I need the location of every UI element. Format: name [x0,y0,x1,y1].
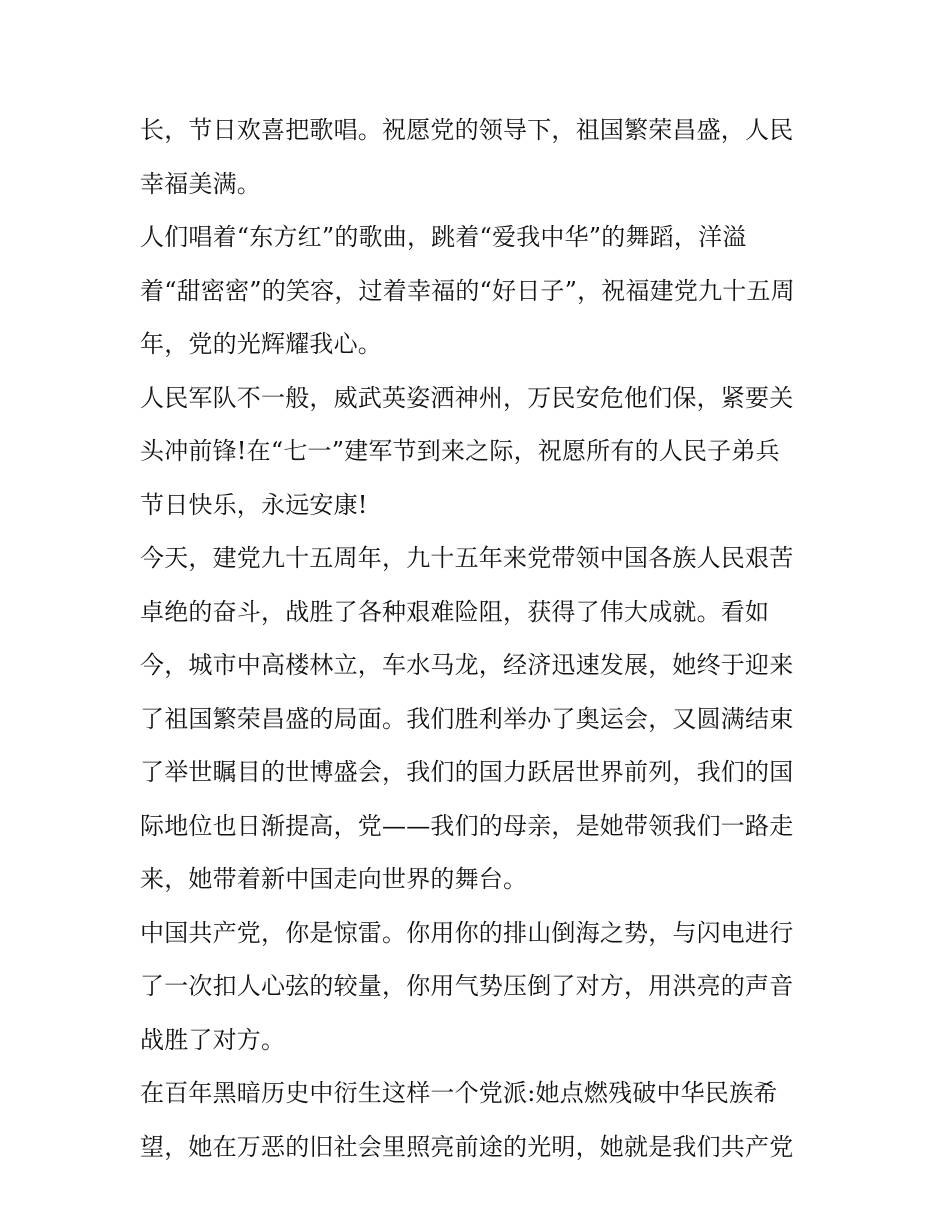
text-line: 了举世瞩目的世博盛会，我们的国力跃居世界前列，我们的国 [140,758,794,786]
text-line: 着“甜密密”的笑容，过着幸福的“好日子”，祝福建党九十五周 [140,276,795,305]
text-line: 长，节日欢喜把歌唱。祝愿党的领导下，祖国繁荣昌盛，人民 [140,116,794,144]
text-line: 幸福美满。 [140,169,261,198]
text-line: 望，她在万恶的旧社会里照亮前途的光明，她就是我们共产党 [140,1132,794,1161]
text-line: 中国共产党，你是惊雷。你用你的排山倒海之势，与闪电进行 [140,918,794,947]
text-line: 年，党的光辉耀我心。 [140,330,382,358]
text-line: 卓绝的奋斗，战胜了各种艰难险阻，获得了伟大成就。看如 [140,597,770,626]
text-line: 今，城市中高楼林立，车水马龙，经济迅速发展，她终于迎来 [140,651,794,679]
text-line: 来，她带着新中国走向世界的舞台。 [140,865,528,893]
text-line: 头冲前锋!在“七一”建军节到来之际，祝愿所有的人民子弟兵 [140,437,780,465]
text-line: 了一次扣人心弦的较量，你用气势压倒了对方，用洪亮的声音 [140,972,794,1000]
text-line: 节日快乐，永远安康! [140,490,368,519]
text-line: 人民军队不一般，威武英姿洒神州，万民安危他们保，紧要关 [140,383,794,412]
text-line: 战胜了对方。 [140,1025,286,1054]
text-line: 了祖国繁荣昌盛的局面。我们胜利举办了奥运会，又圆满结束 [140,704,794,733]
text-line: 人们唱着“东方红”的歌曲，跳着“爱我中华”的舞蹈，洋溢 [140,223,747,251]
text-line: 在百年黑暗历史中衍生这样一个党派:她点燃残破中华民族希 [140,1079,778,1107]
text-line: 今天，建党九十五周年，九十五年来党带领中国各族人民艰苦 [140,544,794,572]
text-line: 际地位也日渐提高，党——我们的母亲，是她带领我们一路走 [140,811,794,840]
document-body [140,104,820,1174]
